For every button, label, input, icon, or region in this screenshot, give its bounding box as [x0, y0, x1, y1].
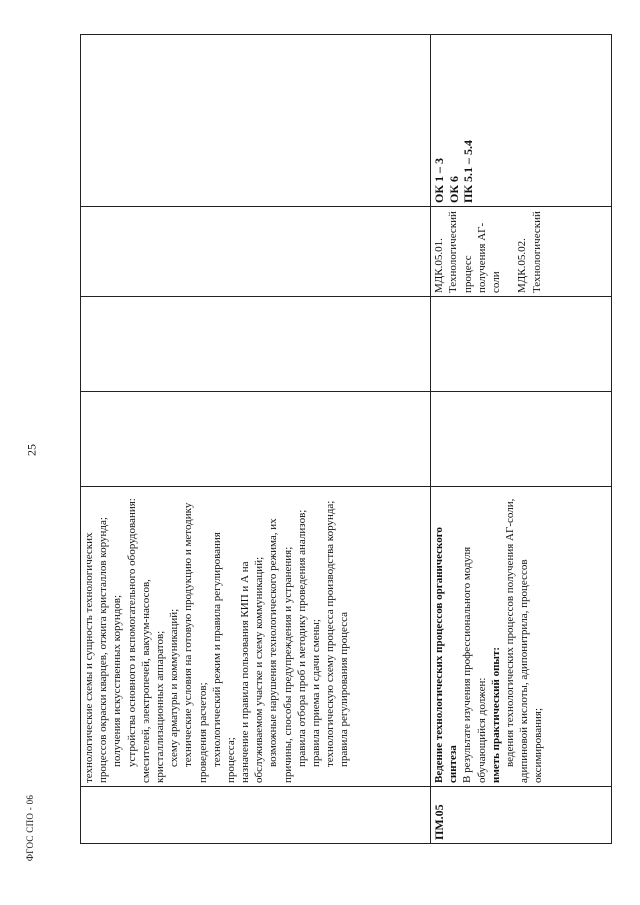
empty-cell	[81, 35, 431, 207]
table-row-module	[431, 35, 612, 844]
module-title: Ведение технологических процессов органического синтеза	[433, 527, 460, 783]
empty-cell	[431, 392, 612, 487]
continuation-content-cell	[81, 487, 431, 787]
continuation-code-cell	[81, 787, 431, 844]
content-line: правила отбора проб и методику проведения анализов;	[295, 509, 308, 767]
module-intro: В результате изучения профессионального модуля обучающийся должен:	[461, 546, 488, 783]
mdk-code: МДК.05.02.	[516, 238, 529, 293]
empty-cell	[81, 392, 431, 487]
content-line: схему арматуры и коммуникаций;	[168, 608, 181, 767]
content-line: технологический режим и правила регулирования процесса;	[210, 532, 237, 783]
content-line: возможные нарушения технологического режима, их причины, способы предупреждения и устранения;	[267, 518, 294, 783]
rotated-table-frame	[80, 35, 611, 844]
competency: ОК 1 – 3	[432, 157, 446, 203]
mdk-title: Технологический процесс получения АГ-соли	[447, 211, 503, 293]
empty-cell	[81, 297, 431, 392]
mdk-code: МДК.05.01.	[433, 238, 445, 293]
content-line: правила регулирования процесса	[338, 612, 351, 767]
curriculum-table	[80, 34, 612, 844]
page-number: 25	[24, 444, 39, 456]
empty-cell	[81, 207, 431, 297]
experience-label: иметь практический опыт:	[489, 646, 502, 783]
content-line: правила приема и сдачи смены;	[310, 619, 322, 767]
competency: ПК 5.1 – 5.4	[461, 139, 476, 203]
content-line: технологическую схему процесса производства корунда;	[324, 500, 337, 767]
module-content-cell	[431, 487, 612, 787]
table-row-continuation	[81, 35, 431, 844]
competencies-cell	[431, 35, 612, 207]
footer-standard-label: ФГОС СПО - 06	[25, 794, 35, 862]
content-line: назначение и правила пользования КИП и А на обслуживаемом участке и схему коммуникаций;	[239, 556, 266, 783]
empty-cell	[431, 297, 612, 392]
content-line: технологические схемы и сущность технологических процессов окраски кварцев, отжига кристаллов корунда;	[83, 517, 110, 783]
mdk-cell	[431, 207, 612, 297]
mdk-title: Технологический	[530, 211, 543, 293]
competency: ОК 6	[446, 175, 461, 203]
content-line: получения искусственных корундов;	[111, 594, 124, 767]
module-code: ПМ.05	[431, 787, 612, 844]
content-line: технические условия на готовую продукцию и методику проведения расчетов;	[182, 502, 209, 783]
experience-item: ведения технологических процессов получения АГ-соли, адипиновой кислоты, адипонитрила, процессов оксимирования;	[503, 498, 545, 783]
content-line: устройства основного и вспомогательного оборудования: смесителей, электропечей, вакуум-насосов, кристаллизационных аппаратов;	[125, 498, 166, 783]
